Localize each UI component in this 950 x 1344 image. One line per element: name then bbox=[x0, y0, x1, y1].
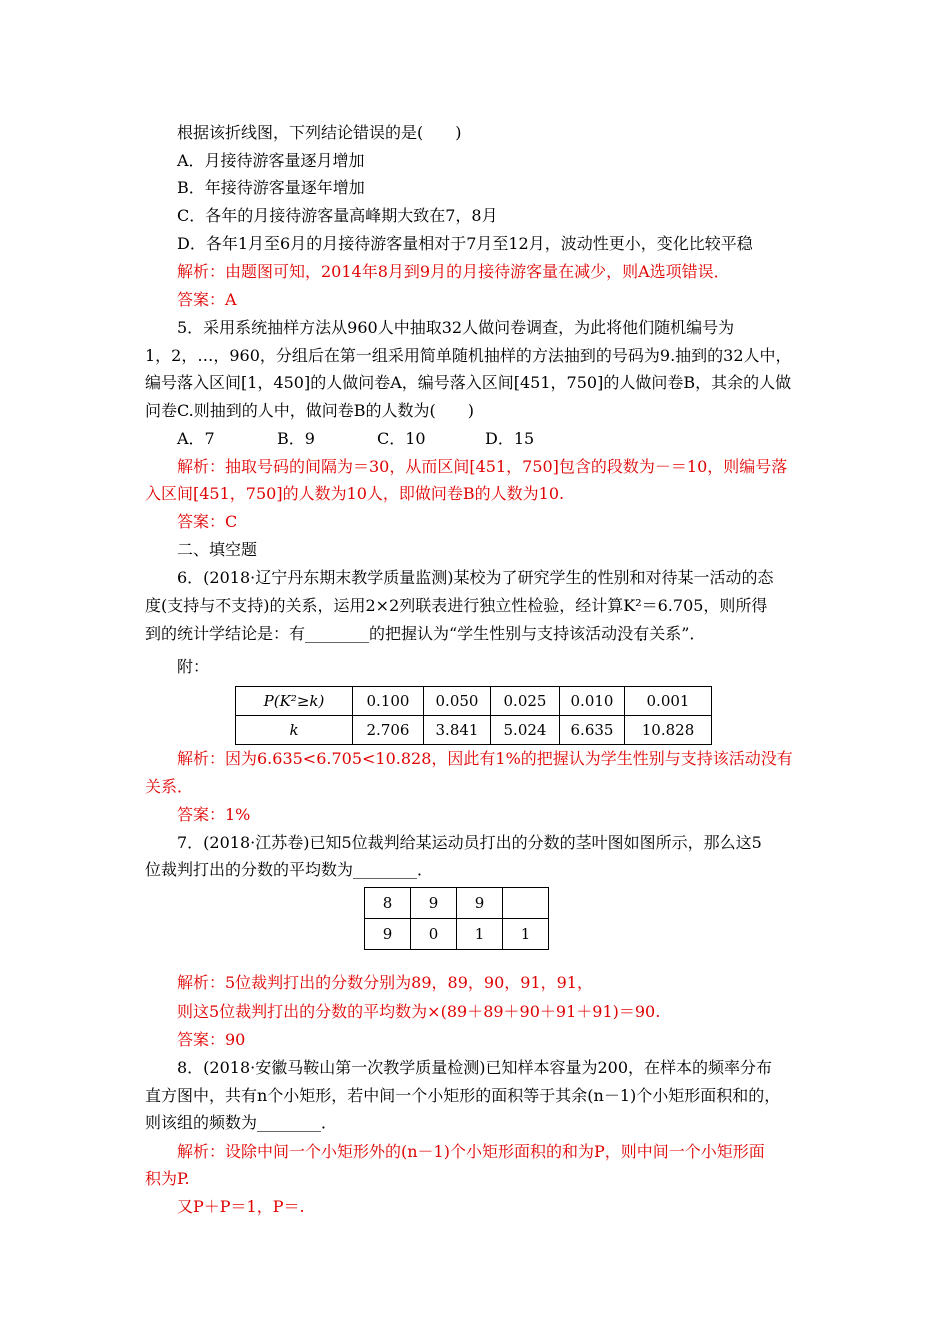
q4-answer: 答案：A bbox=[177, 290, 237, 309]
table-cell: k bbox=[236, 716, 353, 745]
q5-stem-line3: 编号落入区间[1，450]的人做问卷A，编号落入区间[451，750]的人做问卷B，其余的人做 bbox=[145, 373, 792, 392]
table-cell: 0.050 bbox=[424, 687, 491, 716]
table-row bbox=[365, 919, 549, 950]
table-row bbox=[236, 687, 712, 716]
table-cell: 10.828 bbox=[625, 716, 712, 745]
q7-stem-line2: 位裁判打出的分数的平均数为________． bbox=[145, 860, 434, 879]
table-cell: 3.841 bbox=[424, 716, 491, 745]
q8-stem-line3: 则该组的频数为________． bbox=[145, 1113, 338, 1132]
table-row bbox=[365, 888, 549, 919]
q6-analysis-line1: 解析：因为6.635<6.705<10.828，因此有1%的把握认为学生性别与支持该活动没有 bbox=[177, 749, 793, 768]
q4-option-b: B．年接待游客量逐年增加 bbox=[177, 178, 365, 197]
q8-stem-line2: 直方图中，共有n个小矩形，若中间一个小矩形的面积等于其余(n－1)个小矩形面积和的， bbox=[145, 1086, 781, 1105]
q5-option-b: B．9 bbox=[277, 429, 315, 448]
q5-analysis-line2: 入区间[451，750]的人数为10人，即做问卷B的人数为10. bbox=[145, 484, 565, 503]
q4-stem: 根据该折线图，下列结论错误的是( ) bbox=[177, 123, 462, 142]
table-cell: 9 bbox=[457, 888, 503, 919]
q4-option-a: A．月接待游客量逐月增加 bbox=[177, 151, 365, 170]
emphasis-dots-text: 没有 • • bbox=[617, 624, 649, 643]
q5-stem-line4: 问卷C.则抽到的人中，做问卷B的人数为( ) bbox=[145, 401, 475, 420]
q4-analysis: 解析：由题图可知，2014年8月到9月的月接待游客量在减少，则A选项错误． bbox=[177, 262, 730, 281]
q8-analysis-line1: 解析：设除中间一个小矩形外的(n－1)个小矩形面积的和为P，则中间一个小矩形面 bbox=[177, 1142, 765, 1161]
q5-option-c: C．10 bbox=[377, 429, 426, 448]
q6-answer: 答案：1% bbox=[177, 805, 251, 824]
q7-analysis-line1: 解析：5位裁判打出的分数分别为89，89，90，91，91， bbox=[177, 973, 593, 992]
table-cell bbox=[503, 888, 549, 919]
q7-analysis-line2: 则这5位裁判打出的分数的平均数为×(89＋89＋90＋91＋91)＝90. bbox=[177, 1002, 661, 1021]
q6-stem-line1: 6．(2018·辽宁丹东期末教学质量监测)某校为了研究学生的性别和对待某一活动的态 bbox=[177, 568, 774, 587]
critical-value-table bbox=[235, 686, 712, 745]
table-row bbox=[236, 716, 712, 745]
q6-appendix-label: 附： bbox=[177, 657, 210, 676]
q4-option-d: D．各年1月至6月的月接待游客量相对于7月至12月，波动性更小，变化比较平稳 bbox=[177, 234, 753, 253]
q5-options bbox=[177, 428, 534, 450]
q5-stem-line1: 5．采用系统抽样方法从960人中抽取32人做问卷调查，为此将他们随机编号为 bbox=[177, 318, 735, 337]
table-cell: 0.010 bbox=[560, 687, 625, 716]
table-cell: 9 bbox=[365, 919, 411, 950]
table-cell: 5.024 bbox=[491, 716, 560, 745]
q6-stem-line3-end: 关系”． bbox=[649, 624, 706, 643]
q8-analysis-line3: 又P＋P＝1，P＝. bbox=[177, 1197, 305, 1216]
q7-answer: 答案：90 bbox=[177, 1030, 246, 1049]
table-cell: P(K²≥k) bbox=[236, 687, 353, 716]
table-cell: 1 bbox=[503, 919, 549, 950]
table-cell: 0.100 bbox=[353, 687, 424, 716]
q4-option-c: C．各年的月接待游客量高峰期大致在7，8月 bbox=[177, 206, 498, 225]
table-cell: 2.706 bbox=[353, 716, 424, 745]
table-cell: 9 bbox=[411, 888, 457, 919]
q5-option-d: D．15 bbox=[485, 429, 535, 448]
q5-answer: 答案：C bbox=[177, 512, 238, 531]
table-cell: 8 bbox=[365, 888, 411, 919]
section-heading: 二、填空题 bbox=[177, 540, 258, 559]
table-cell: 6.635 bbox=[560, 716, 625, 745]
q6-analysis-line2: 关系． bbox=[145, 777, 194, 796]
q6-stem-line3 bbox=[145, 623, 705, 645]
table-cell: 0.001 bbox=[625, 687, 712, 716]
table-cell: 0 bbox=[411, 919, 457, 950]
q8-stem-line1: 8．(2018·安徽马鞍山第一次教学质量检测)已知样本容量为200，在样本的频率分布 bbox=[177, 1058, 773, 1077]
q7-stem-line1: 7．(2018·江苏卷)已知5位裁判给某运动员打出的分数的茎叶图如图所示，那么这5 bbox=[177, 833, 762, 852]
table-cell: 1 bbox=[457, 919, 503, 950]
table-cell: 0.025 bbox=[491, 687, 560, 716]
stem-leaf-table bbox=[364, 887, 549, 950]
q5-option-a: A．7 bbox=[177, 429, 215, 448]
q6-stem-line2: 度(支持与不支持)的关系，运用2×2列联表进行独立性检验，经计算K²＝6.705，则所得 bbox=[145, 596, 768, 615]
q5-analysis-line1: 解析：抽取号码的间隔为＝30，从而区间[451，750]包含的段数为－＝10，则编号落 bbox=[177, 457, 788, 476]
q6-stem-line3-start: 到的统计学结论是：有________的把握认为“学生性别与支持该活动 bbox=[145, 624, 618, 643]
q8-analysis-line2: 积为P. bbox=[145, 1169, 190, 1188]
q5-stem-line2: 1，2，…，960，分组后在第一组采用简单随机抽样的方法抽到的号码为9.抽到的32人中， bbox=[145, 346, 792, 365]
